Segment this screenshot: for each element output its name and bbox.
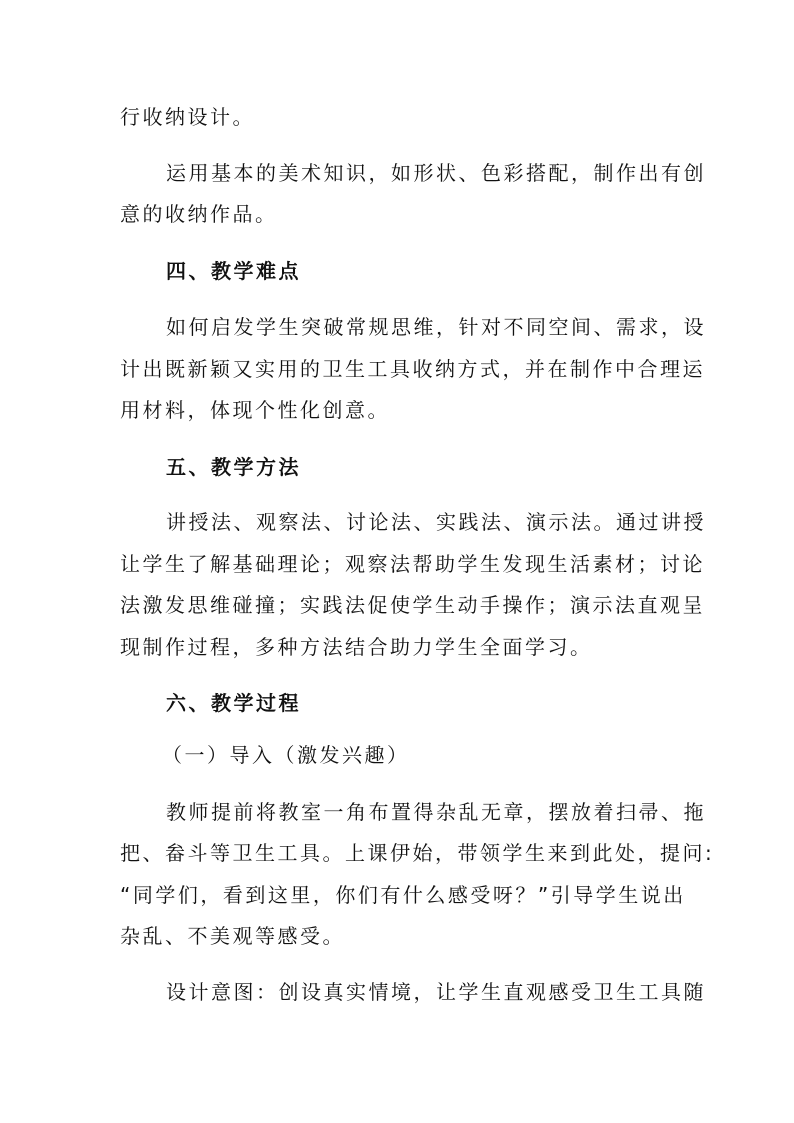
paragraph-line: 讲授法、观察法、讨论法、实践法、演示法。通过讲授 bbox=[166, 510, 706, 534]
paragraph-line: 让学生了解基础理论；观察法帮助学生发现生活素材；讨论 bbox=[120, 552, 705, 576]
subsection-heading: （一）导入（激发兴趣） bbox=[162, 743, 410, 767]
paragraph-line: 设计意图：创设真实情境，让学生直观感受卫生工具随 bbox=[166, 980, 706, 1004]
paragraph-line: 现制作过程，多种方法结合助力学生全面学习。 bbox=[120, 635, 593, 659]
paragraph-line: 法激发思维碰撞；实践法促使学生动手操作；演示法直观呈 bbox=[120, 593, 705, 617]
paragraph-line: 教师提前将教室一角布置得杂乱无章，摆放着扫帚、拖 bbox=[166, 800, 706, 824]
paragraph-line: 用材料，体现个性化创意。 bbox=[120, 398, 390, 422]
paragraph-continuation: 行收纳设计。 bbox=[120, 105, 255, 129]
paragraph-line: 把、畚斗等卫生工具。上课伊始，带领学生来到此处，提问: bbox=[120, 841, 715, 865]
paragraph-line: 计出既新颖又实用的卫生工具收纳方式，并在制作中合理运 bbox=[120, 357, 705, 381]
paragraph-line: 运用基本的美术知识，如形状、色彩搭配，制作出有创 bbox=[166, 161, 706, 185]
paragraph-line: 杂乱、不美观等感受。 bbox=[120, 924, 345, 948]
paragraph-line: 如何启发学生突破常规思维，针对不同空间、需求，设 bbox=[166, 315, 706, 339]
section-heading-6: 六、教学过程 bbox=[166, 691, 301, 715]
section-heading-4: 四、教学难点 bbox=[166, 259, 301, 283]
section-heading-5: 五、教学方法 bbox=[166, 455, 301, 479]
paragraph-line: “同学们，看到这里，你们有什么感受呀？”引导学生说出 bbox=[120, 883, 686, 907]
paragraph-line: 意的收纳作品。 bbox=[120, 202, 278, 226]
